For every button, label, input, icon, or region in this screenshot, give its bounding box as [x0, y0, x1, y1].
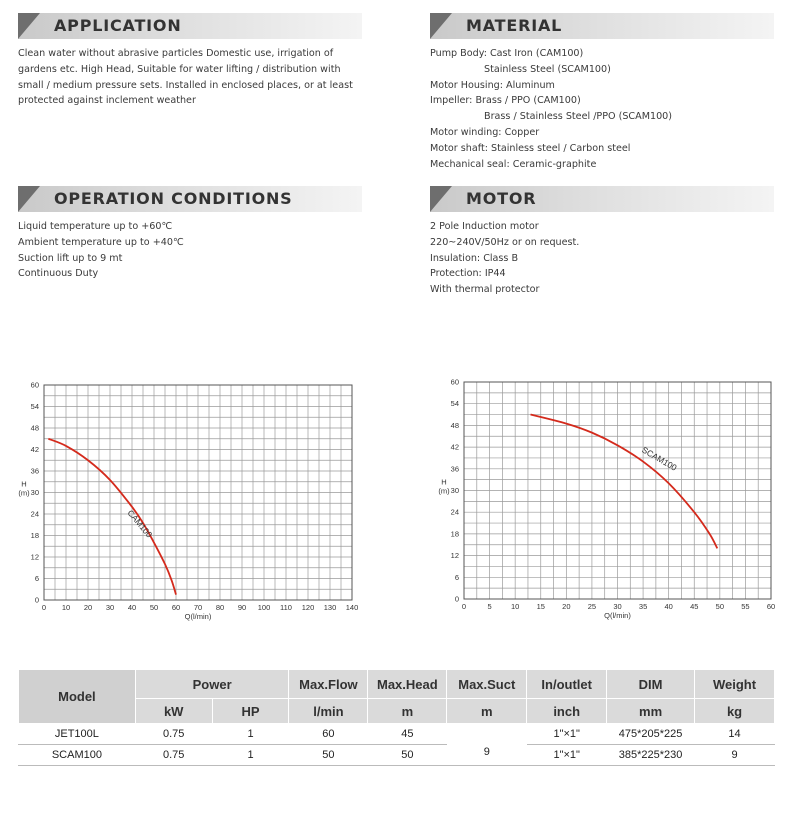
application-line: protected against inclement weather: [18, 95, 196, 107]
header-triangle-icon: [18, 13, 40, 39]
cell-dim: 385*225*230: [607, 745, 695, 766]
motor-header: [430, 186, 774, 212]
cell-flow: 50: [289, 745, 368, 766]
x-tick-label: 20: [562, 602, 571, 611]
x-tick-label: 110: [280, 603, 292, 612]
cell-kw: 0.75: [135, 745, 212, 766]
motor-section: [430, 186, 774, 298]
material-section: [430, 13, 774, 172]
x-tick-label: 15: [536, 602, 545, 611]
material-text: [430, 46, 774, 172]
application-header: [18, 13, 362, 39]
x-tick-label: 10: [510, 602, 520, 611]
header-weight: Weight: [695, 670, 775, 699]
x-axis-label: Q(l/min): [184, 612, 212, 621]
x-tick-label: 45: [690, 602, 699, 611]
x-axis-label: Q(l/min): [604, 611, 631, 620]
x-tick-label: 140: [345, 603, 359, 612]
x-tick-label: 10: [61, 603, 71, 612]
x-tick-label: 70: [193, 603, 203, 612]
material-header: [430, 13, 774, 39]
application-section: [18, 13, 362, 109]
x-tick-label: 130: [323, 603, 337, 612]
x-tick-label: 25: [587, 602, 597, 611]
cell-kw: 0.75: [135, 724, 212, 745]
header-inoutlet: In/outlet: [527, 670, 607, 699]
cell-inoutlet: 1"×1": [527, 745, 607, 766]
x-tick-label: 35: [638, 602, 648, 611]
motor-text: [430, 219, 774, 298]
cell-head: 45: [368, 724, 447, 745]
unit-head: m: [368, 699, 447, 724]
material-line: Brass / Stainless Steel /PPO (SCAM100): [484, 111, 673, 123]
y-axis-label: (m): [438, 486, 450, 496]
motor-line: 220~240V/50Hz or on request.: [430, 236, 580, 248]
unit-dim: mm: [607, 699, 695, 724]
material-line: Impeller: Brass / PPO (CAM100): [430, 95, 581, 107]
series-curve: [531, 415, 718, 549]
header-max-head: Max.Head: [368, 670, 447, 699]
y-tick-label: 42: [30, 445, 39, 454]
header-dim: DIM: [607, 670, 695, 699]
cell-suct: 9: [447, 724, 527, 766]
operation-header: [18, 186, 362, 212]
header-triangle-icon: [18, 186, 40, 212]
y-tick-label: 48: [450, 420, 459, 430]
y-tick-label: 12: [30, 552, 39, 562]
x-tick-label: 100: [257, 603, 271, 612]
material-line: Mechanical seal: Ceramic-graphite: [430, 158, 597, 170]
cell-weight: 14: [695, 724, 775, 745]
application-text: [18, 46, 362, 109]
x-tick-label: 40: [127, 603, 137, 612]
x-tick-label: 5: [487, 602, 492, 611]
unit-suct: m: [447, 699, 527, 724]
header-triangle-icon: [430, 13, 452, 39]
scam100-chart-svg: [410, 370, 790, 630]
x-tick-label: 60: [171, 603, 181, 612]
y-tick-label: 12: [450, 551, 459, 561]
header-triangle-icon: [430, 186, 452, 212]
material-line: Pump Body: Cast Iron (CAM100): [430, 48, 584, 59]
motor-line: 2 Pole Induction motor: [430, 221, 539, 232]
y-tick-label: 18: [450, 529, 459, 539]
x-tick-label: 90: [237, 603, 247, 612]
cell-flow: 60: [289, 724, 368, 745]
y-tick-label: 54: [450, 399, 459, 409]
application-line: small / medium pressure sets. Installed in enclosed places, or at least: [18, 79, 353, 91]
application-line: Clean water without abrasive particles Domestic use, irrigation of: [18, 48, 334, 59]
motor-line: With thermal protector: [430, 284, 540, 296]
y-tick-label: 24: [30, 509, 39, 519]
y-axis-label: H: [441, 477, 447, 487]
y-tick-label: 0: [34, 595, 39, 605]
y-tick-label: 60: [450, 377, 459, 387]
x-tick-label: 30: [105, 603, 115, 612]
x-tick-label: 120: [301, 603, 315, 612]
y-tick-label: 0: [454, 594, 459, 604]
cell-hp: 1: [212, 745, 289, 766]
material-line: Stainless Steel (SCAM100): [484, 63, 611, 75]
cell-inoutlet: 1"×1": [527, 724, 607, 745]
unit-kw: kW: [135, 699, 212, 724]
cell-model: JET100L: [19, 724, 136, 745]
operation-line: Continuous Duty: [18, 268, 99, 280]
material-line: Motor winding: Copper: [430, 126, 540, 138]
x-tick-label: 80: [215, 603, 225, 612]
motor-line: Insulation: Class B: [430, 252, 519, 264]
x-tick-label: 0: [461, 602, 467, 611]
unit-weight: kg: [695, 699, 775, 724]
y-tick-label: 54: [30, 402, 39, 411]
scam100-chart: [410, 370, 790, 630]
material-line: Motor Housing: Aluminum: [430, 79, 555, 91]
unit-inoutlet: inch: [527, 699, 607, 724]
operation-line: Liquid temperature up to +60℃: [18, 221, 173, 232]
y-axis-label: H: [21, 479, 27, 489]
y-tick-label: 6: [34, 574, 39, 583]
y-tick-label: 36: [450, 464, 459, 474]
x-tick-label: 50: [149, 603, 159, 612]
header-model: Model: [19, 670, 136, 724]
cell-hp: 1: [212, 724, 289, 745]
y-tick-label: 6: [454, 572, 459, 582]
y-tick-label: 48: [30, 423, 39, 433]
material-line: Motor shaft: Stainless steel / Carbon steel: [430, 142, 631, 154]
cam100-chart-svg: [0, 370, 380, 630]
table-row: [19, 745, 775, 766]
unit-hp: HP: [212, 699, 289, 724]
application-line: gardens etc. High Head, Suitable for water lifting / distribution with: [18, 63, 341, 75]
cam100-chart: [0, 370, 380, 630]
motor-title: MOTOR: [466, 189, 537, 208]
header-power: Power: [135, 670, 289, 699]
series-label: CAM100: [125, 507, 155, 540]
series-curve: [48, 439, 176, 595]
y-tick-label: 24: [450, 507, 459, 517]
x-tick-label: 30: [613, 602, 622, 611]
cell-dim: 475*205*225: [607, 724, 695, 745]
operation-text: [18, 219, 362, 282]
x-tick-label: 40: [664, 602, 673, 611]
y-axis-label: (m): [18, 488, 30, 498]
unit-flow: l/min: [289, 699, 368, 724]
application-title: APPLICATION: [54, 16, 182, 35]
x-tick-label: 50: [715, 602, 725, 611]
material-title: MATERIAL: [466, 16, 563, 35]
y-tick-label: 18: [30, 531, 39, 540]
x-tick-label: 60: [766, 602, 776, 611]
x-tick-label: 55: [741, 602, 750, 611]
operation-line: Suction lift up to 9 mt: [18, 252, 123, 264]
operation-section: [18, 186, 362, 282]
operation-title: OPERATION CONDITIONS: [54, 189, 293, 208]
series-label: SCAM100: [640, 444, 679, 473]
y-tick-label: 30: [450, 486, 459, 495]
y-tick-label: 42: [450, 442, 459, 452]
cell-head: 50: [368, 745, 447, 766]
spec-table: [18, 669, 775, 766]
x-tick-label: 20: [83, 603, 93, 612]
header-max-flow: Max.Flow: [289, 670, 368, 699]
motor-line: Protection: IP44: [430, 268, 506, 280]
cell-weight: 9: [695, 745, 775, 766]
x-tick-label: 0: [41, 603, 47, 612]
header-max-suct: Max.Suct: [447, 670, 527, 699]
y-tick-label: 36: [30, 466, 39, 476]
cell-model: SCAM100: [19, 745, 136, 766]
operation-line: Ambient temperature up to +40℃: [18, 236, 184, 248]
y-tick-label: 30: [30, 488, 39, 497]
y-tick-label: 60: [30, 380, 39, 390]
table-row: [19, 724, 775, 745]
